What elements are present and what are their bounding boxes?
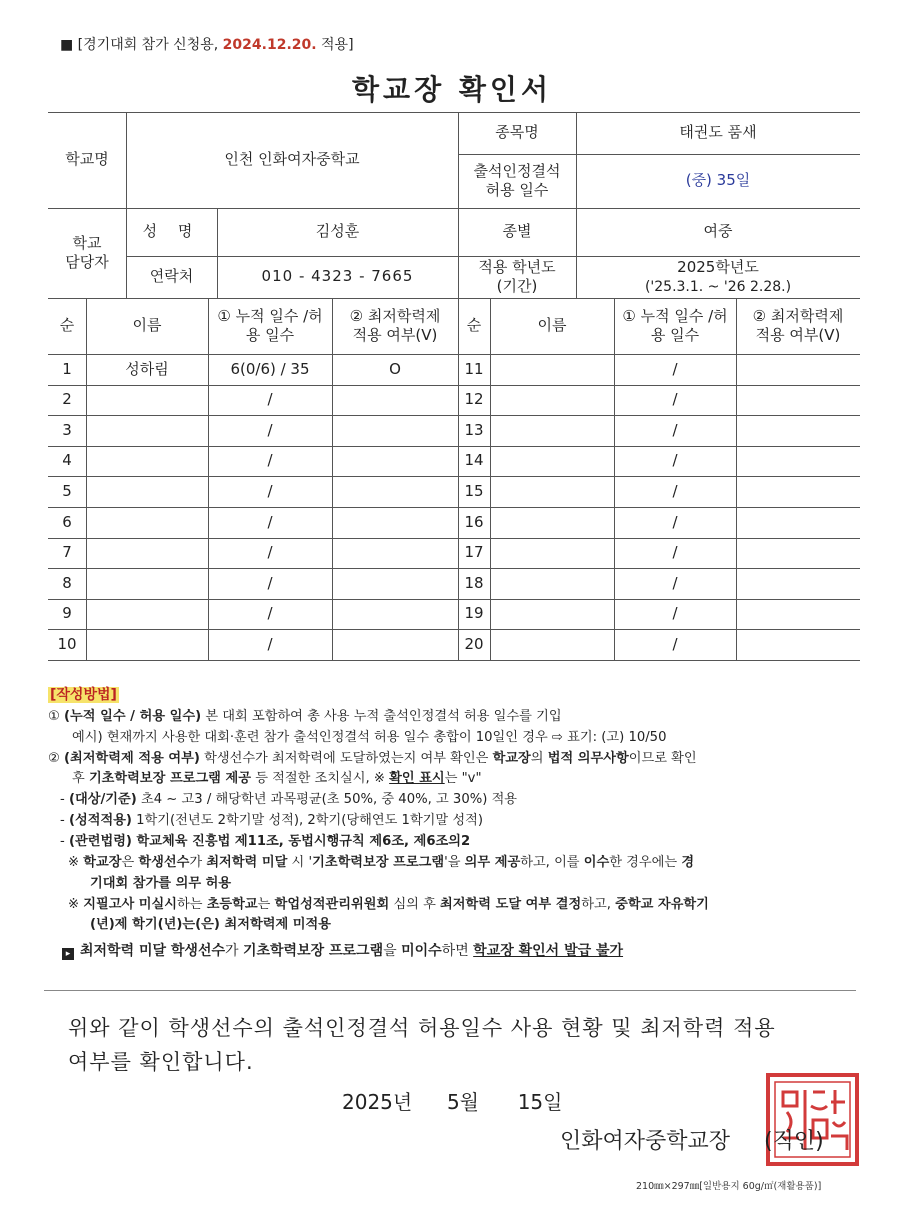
confirm-statement [68,1012,868,1079]
i-l8b: 학교장 [83,854,122,870]
manager-label [48,208,126,298]
i-l2: 예시) 현재까지 사용한 대회·훈련 참가 출석인정결석 허용 일수 총합이 10일인 경우 ⇨ 표기: (고) 10/50 [72,729,667,745]
cell-name [86,629,208,660]
i-l9: 기대회 참가를 의무 허용 [90,875,232,891]
header-min [332,298,458,354]
header-days-right-line2: 용 일수 [650,326,700,344]
cell-name [490,354,614,385]
i-l4c: 등 적절한 조치실시, ※ [251,771,390,787]
i-l3c: 학생선수가 최저학력에 도달하였는지 여부 확인은 [199,750,493,766]
gender-label: 종별 [502,222,532,241]
cell-name [86,538,208,569]
cell-days: / [267,604,273,623]
cell-days: / [672,451,678,470]
paper-spec: 210㎜×297㎜[일반용지 60g/㎡(재활용품)] [636,1181,822,1192]
cell-days: / [672,420,678,439]
cell-days: / [672,634,678,653]
i-l10h: 최저학력 도달 여부 결정 [440,896,582,912]
top-note [60,34,354,54]
cell-no: 11 [464,359,484,378]
cell-name [86,415,208,446]
cell-min [736,538,860,569]
cell-days: / [267,390,273,409]
header-no-right: 순 [466,316,482,335]
i-l10a: ※ [68,896,84,912]
cell-days: 6(0/6) / 35 [230,359,310,378]
date-month: 5월 [446,1090,479,1114]
cell-name [490,446,614,477]
i-l8m: 한 경우에는 [609,854,682,870]
cell-no: 4 [62,451,72,470]
instructions-heading: [작성방법] [50,687,117,703]
i-l12g: 학교장 확인서 발급 불가 [473,943,624,960]
cell-no: 9 [62,604,72,623]
top-note-prefix: ■ [경기대회 참가 신청용, [60,37,219,53]
cell-min [332,385,458,416]
year-label-line2: (기간) [496,277,538,295]
header-min-right-line1: ② 최저학력제 [752,306,844,325]
i-l8c: 은 [121,854,139,870]
cell-min: O [389,359,401,378]
name-label: 성 명 [142,222,201,241]
contact-value: 010 - 4323 - 7665 [261,267,414,286]
cell-min [332,415,458,446]
signature [560,1124,824,1155]
year-value-line1: 2025학년도 [677,258,759,277]
cell-days: / [267,543,273,562]
i-l1a: ① [48,708,65,724]
cell-name [86,507,208,538]
i-l3a: ② [48,750,65,766]
year-label-line1: 적용 학년도 [478,257,556,276]
i-l7b: (관련법령) 학교체육 진흥법 제11조, 동법시행규칙 제6조, 제6조의2 [68,834,471,850]
cell-days: / [672,512,678,531]
cell-no: 15 [464,481,484,500]
cell-name [490,629,614,660]
cell-no: 20 [464,634,484,653]
cell-no: 19 [464,604,484,623]
cell-no: 10 [57,634,77,653]
cell-min [332,476,458,507]
cell-min [736,599,860,630]
i-l3f: 법적 의무사항 [547,750,629,766]
i-l8f: 최저학력 미달 [206,854,288,870]
confirm-line2: 여부를 확인합니다. [68,1049,254,1074]
i-l1c: 본 대회 포함하여 총 사용 누적 출석인정결석 허용 일수를 기입 [201,708,562,724]
cell-no: 13 [464,420,484,439]
cell-min [332,446,458,477]
header-min-line2: 적용 여부(V) [352,326,438,344]
i-l4a: 후 [72,771,89,787]
header-min-right [736,298,860,354]
cell-no: 18 [464,573,484,592]
header-days-right-line1: ① 누적 일수 /허 [622,306,728,325]
signature-seal-text: (직인) [764,1129,824,1154]
event-label: 종목명 [495,123,539,142]
cell-name [86,476,208,507]
header-min-right-line2: 적용 여부(V) [755,326,841,344]
i-l8j: 의무 제공 [464,854,521,870]
year-value-line2: ('25.3.1. ~ '26 2.28.) [644,278,792,295]
cell-no: 6 [62,512,72,531]
cell-no: 12 [464,390,484,409]
i-l12e: 미이수 [401,943,442,960]
i-l10e: 는 [257,896,275,912]
header-no: 순 [59,316,75,335]
header-days-line2: 용 일수 [245,326,295,344]
cell-days: / [672,573,678,592]
cell-days: / [267,512,273,531]
cell-no: 7 [62,543,72,562]
i-l8n: 경 [681,854,695,870]
i-l12d: 을 [383,943,402,960]
i-l10f: 학업성적관리위원회 [274,896,390,912]
name-value: 김성훈 [315,222,360,241]
i-l12c: 기초학력보장 프로그램 [242,943,384,960]
cell-name [490,415,614,446]
i-l8l: 이수 [583,854,610,870]
cell-days: / [267,634,273,653]
date-year: 2025년 [342,1090,413,1114]
cell-days: / [672,481,678,500]
i-l12b: 가 [225,943,243,960]
cell-min [736,629,860,660]
cell-min [736,476,860,507]
cell-days: / [267,573,273,592]
i-l8i: '을 [444,854,465,870]
cell-name [86,385,208,416]
cell-min [332,507,458,538]
i-l10g: 심의 후 [389,896,441,912]
cell-min [332,568,458,599]
header-min-line1: ② 최저학력제 [349,306,441,325]
i-l10c: 하는 [177,896,207,912]
cell-min [736,507,860,538]
date-day: 15일 [517,1090,563,1114]
cell-name [490,385,614,416]
cell-name [86,568,208,599]
i-l4d: 확인 표시 [389,771,445,787]
cell-no: 16 [464,512,484,531]
header-days [208,298,332,354]
school-label: 학교명 [65,150,109,169]
page-title: 학교장 확인서 [351,73,553,106]
row-divider [48,660,860,661]
i-l12f: 하면 [441,943,474,960]
i-l10b: 지필고사 미실시 [83,896,178,912]
year-value [576,256,860,298]
manager-label-line2: 담당자 [65,253,109,271]
cell-no: 17 [464,543,484,562]
i-l3d: 학교장 [492,750,531,766]
cell-no: 5 [62,481,72,500]
i-l6b: (성적적용) [68,813,132,829]
i-l4b: 기초학력보장 프로그램 제공 [88,771,251,787]
i-l5c: 초4 ~ 고3 / 해당학년 과목평균(초 50%, 중 40%, 고 30%) 적용 [136,792,518,808]
event-value: 태권도 품새 [679,123,757,142]
i-l3b: (최저학력제 적용 여부) [64,750,200,766]
i-l6c: 1학기(전년도 2학기말 성적), 2학기(당해연도 1학기말 성적) [131,813,483,829]
cell-no: 8 [62,573,72,592]
header-name-right: 이름 [537,316,567,335]
i-l3g: 이므로 확인 [628,750,697,766]
cell-no: 1 [62,359,72,378]
cell-min [332,629,458,660]
cell-name [490,568,614,599]
i-l4e: 는 "v" [444,771,482,787]
i-l7a: - [60,834,69,850]
i-l5a: - [60,792,69,808]
absence-label-line1: 출석인정결석 [473,161,561,180]
i-l3e: 의 [530,750,548,766]
cell-name [490,476,614,507]
cell-name [86,599,208,630]
cell-min [736,415,860,446]
cell-min [736,446,860,477]
issue-date [342,1086,562,1115]
gender-value: 여중 [703,222,733,241]
i-l10i: 하고, [581,896,616,912]
cell-no: 14 [464,451,484,470]
absence-label-line2: 허용 일수 [485,181,549,199]
i-l1b: (누적 일수 / 허용 일수) [64,708,202,724]
cell-name [86,446,208,477]
absence-label [458,154,576,208]
i-l8k: 하고, 이를 [520,854,584,870]
signature-text: 인화여자중학교장 [560,1129,731,1154]
cell-min [736,568,860,599]
absence-value: (중) 35일 [685,171,751,190]
cell-no: 3 [62,420,72,439]
i-l8a: ※ [68,854,84,870]
top-note-date: 2024.12.20. [222,37,317,53]
cell-days: / [267,451,273,470]
instructions [48,684,868,962]
cell-days: / [267,420,273,439]
cell-no: 2 [62,390,72,409]
i-l12a: 최저학력 미달 학생선수 [80,943,225,960]
header-days-right [614,298,736,354]
confirm-line1: 위와 같이 학생선수의 출석인정결석 허용일수 사용 현황 및 최저학력 적용 [68,1016,776,1040]
contact-label: 연락처 [149,267,194,286]
cell-min [736,354,860,385]
year-label [458,256,576,298]
cell-days: / [672,604,678,623]
i-l8h: 기초학력보장 프로그램 [312,854,445,870]
cell-days: / [672,390,678,409]
cell-min [332,538,458,569]
cell-min [736,385,860,416]
cell-min [332,599,458,630]
i-l6a: - [60,813,69,829]
arrow-box-icon: ▸ [62,948,74,960]
cell-name [490,507,614,538]
i-l5b: (대상/기준) [68,792,137,808]
i-l10j: 중학교 자유학기 [615,896,709,912]
header-name: 이름 [132,316,162,335]
top-note-suffix: 적용] [321,37,354,53]
manager-label-line1: 학교 [72,233,102,252]
cell-name [490,538,614,569]
school-value: 인천 인화여자중학교 [224,150,360,169]
divider [44,990,856,991]
i-l10d: 초등학교 [206,896,258,912]
cell-days: / [672,359,678,378]
cell-days: / [267,481,273,500]
i-l8g: 시 ' [287,854,313,870]
i-l11: (년)제 학기(년)는(은) 최저학력제 미적용 [90,917,332,933]
cell-days: / [672,543,678,562]
cell-name: 성하림 [125,359,169,378]
i-l8e: 가 [189,854,207,870]
header-days-line1: ① 누적 일수 /허 [217,306,323,325]
cell-name [490,599,614,630]
i-l8d: 학생선수 [138,854,190,870]
